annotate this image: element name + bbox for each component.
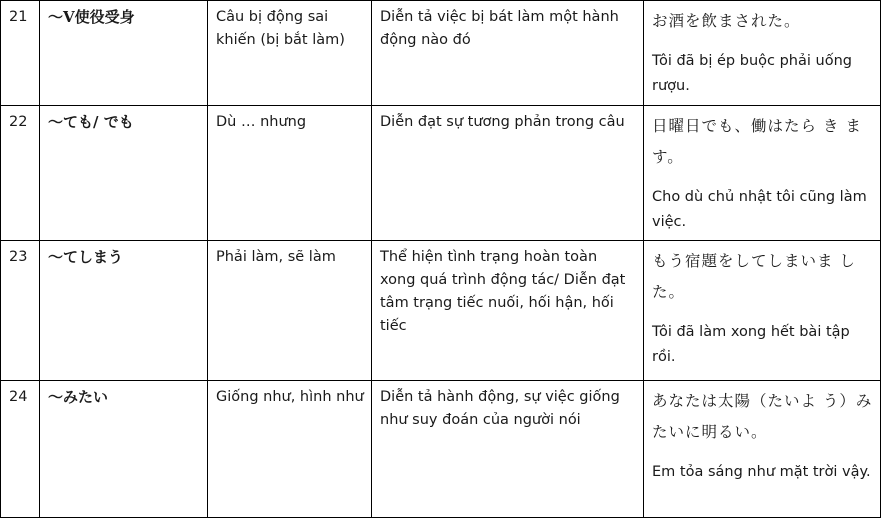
example-vietnamese: Tôi đã bị ép buộc phải uống rượu. xyxy=(652,53,852,94)
example-cell xyxy=(644,1,881,106)
example-japanese: あなたは太陽（たいよ う）みたいに明るい。 xyxy=(652,392,873,441)
example-vietnamese: Em tỏa sáng như mặt trời vậy. xyxy=(652,464,871,480)
example-cell xyxy=(644,241,881,381)
usage-cell: Diễn tả việc bị bát làm một hành động nào đó xyxy=(372,1,644,106)
usage-cell: Thể hiện tình trạng hoàn toàn xong quá trình động tác/ Diễn đạt tâm trạng tiếc nuối, hối hận, hối tiếc xyxy=(372,241,644,381)
meaning-cell: Phải làm, sẽ làm xyxy=(208,241,372,381)
grammar-pattern: ～てしまう xyxy=(40,241,208,381)
row-number: 24 xyxy=(1,381,40,518)
meaning-cell: Giống như, hình như xyxy=(208,381,372,518)
example-vietnamese: Tôi đã làm xong hết bài tập rồi. xyxy=(652,324,850,365)
grammar-pattern: ～V使役受身 xyxy=(40,1,208,106)
example-japanese: お酒を飲まされた。 xyxy=(652,12,801,30)
example-cell xyxy=(644,381,881,518)
usage-cell: Diễn đạt sự tương phản trong câu xyxy=(372,106,644,241)
grammar-pattern: ～ても/ でも xyxy=(40,106,208,241)
row-number: 23 xyxy=(1,241,40,381)
row-number: 22 xyxy=(1,106,40,241)
example-japanese: もう宿題をしてしまいま した。 xyxy=(652,252,856,301)
table-row xyxy=(1,381,881,518)
example-vietnamese: Cho dù chủ nhật tôi cũng làm việc. xyxy=(652,189,867,230)
table-row xyxy=(1,1,881,106)
table-row xyxy=(1,241,881,381)
meaning-cell: Dù … nhưng xyxy=(208,106,372,241)
grammar-pattern: ～みたい xyxy=(40,381,208,518)
row-number: 21 xyxy=(1,1,40,106)
example-cell xyxy=(644,106,881,241)
meaning-cell: Câu bị động sai khiến (bị bắt làm) xyxy=(208,1,372,106)
example-japanese: 日曜日でも、働はたら き ます。 xyxy=(652,117,862,166)
usage-cell: Diễn tả hành động, sự việc giống như suy đoán của người nói xyxy=(372,381,644,518)
table-row xyxy=(1,106,881,241)
